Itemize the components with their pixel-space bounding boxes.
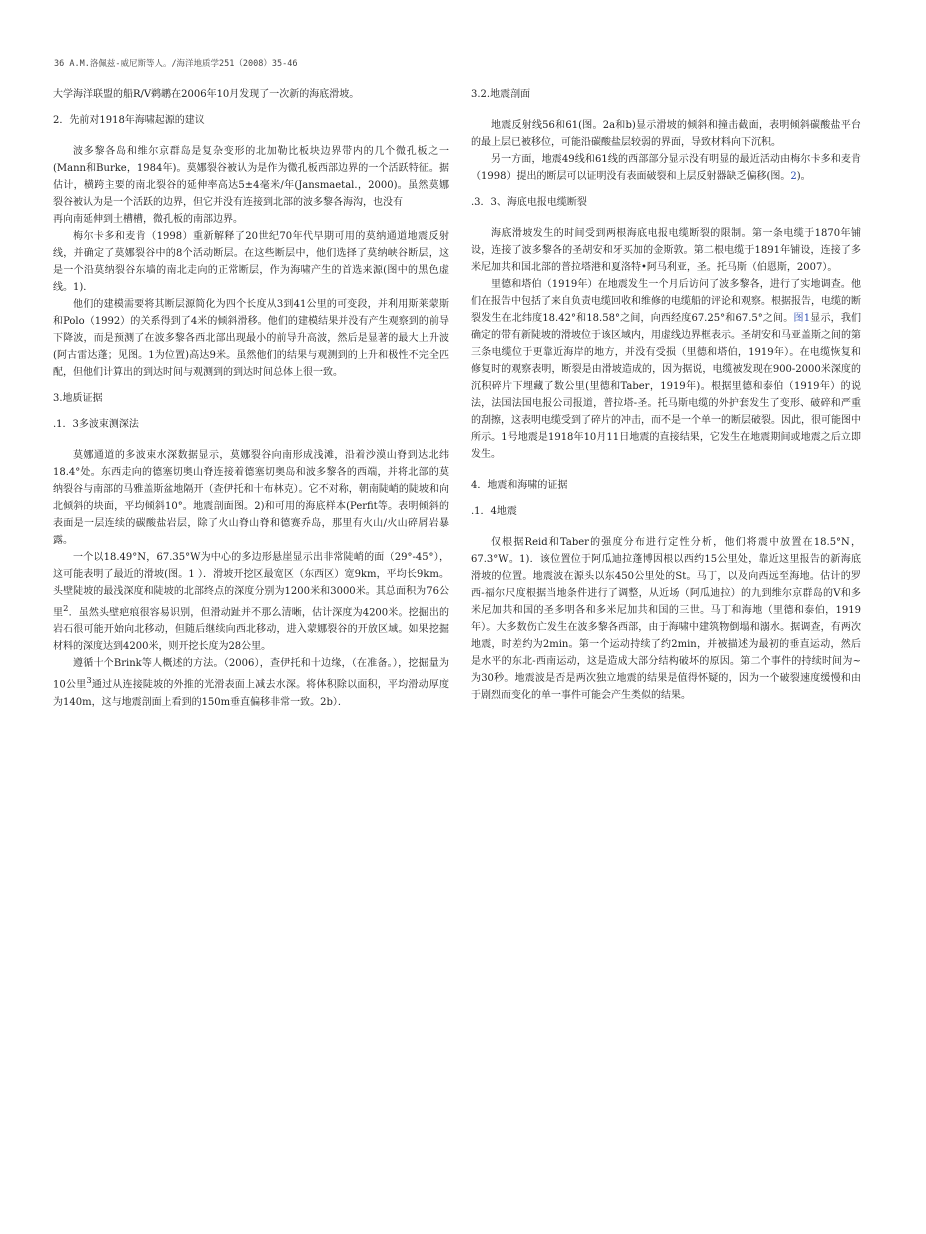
subsection-heading: .3．3、海底电报电缆断裂 xyxy=(471,197,587,208)
section-heading: 4．地震和海啸的证据 xyxy=(471,480,568,491)
text-run: 另一方面，地震49线和61线的西部部分显示没有明显的最近活动由梅尔卡多和麦肯（1998）提出的断层可以证明没有表面破裂和上层反射器缺乏偏移(图。 xyxy=(471,154,861,182)
paragraph: 海底滑坡发生的时间受到两根海底电报电缆断裂的限制。第一条电缆于1870年铺设，连接了波多黎各的圣胡安和牙买加的金斯敦。第二根电缆于1891年铺设，连接了多米尼加共和国北部的普拉塔港和夏洛特•阿马利亚，圣。托马斯（伯恩斯，2007）。 xyxy=(471,228,861,273)
figure-link[interactable]: 2 xyxy=(790,171,797,182)
paragraph: 地震反射线56和61(图。2a和b)显示滑坡的倾斜和撞击截面，表明倾斜碳酸盐平台的最上层已被移位，可能沿碳酸盐层较弱的界面，导致材料向下沉积。 xyxy=(471,120,861,148)
subsection-heading: .1．4地震 xyxy=(471,506,517,517)
left-column xyxy=(53,86,449,711)
paragraph xyxy=(53,655,449,710)
text-run: 显示，我们确定的带有新陡坡的滑坡位于该区域内，用虚线边界框表示。圣胡安和马亚盖斯之间的第三条电缆位于更靠近海岸的地方，并没有受损（里德和塔伯，1919年）。在电缆恢复和修复时的观察表明，断裂是由滑坡造成的，因为据说，电缆被发现在900-2000米深度的沉积碎片下埋藏了数公里(里德和Taber，1919年)。根据里德和泰伯（1919年）的说法，法国法国电报公司报道，普拉塔-圣。托马斯电缆的外护套发生了变形、破碎和严重的刮擦，这表明电缆受到了碎片的冲击，而不是一个单一的断层破裂。因此，很可能图中所示。1号地震是1918年10月11日地震的直接结果，它发生在地震期间或地震之后立即发生。 xyxy=(471,313,862,460)
section-heading: 2．先前对1918年海啸起源的建议 xyxy=(53,115,205,126)
text-run: 里德和塔伯（1919年）在地震发生一个月后访问了波多黎各，进行了实地调查。他们在报告中包括了来自负责电缆回收和维修的电缆船的评论和观察。根据报告，电缆的断裂发生在北纬度18.42°和18.58°之间，向西经度67.25°和67.5°之间。 xyxy=(471,279,861,324)
text-run: 遵循十个Brink等人概述的方法。（2006），查伊托和十边缘，（在准备。），挖掘量为10公里 xyxy=(53,658,449,691)
paragraph: 大学海洋联盟的船R/V鹈鹕在2006年10月发现了一次新的海底滑坡。 xyxy=(53,89,360,100)
paragraph xyxy=(53,549,449,655)
paragraph xyxy=(471,276,861,463)
paragraph: 梅尔卡多和麦肯（1998）重新解释了20世纪70年代早期可用的莫纳通道地震反射线，并确定了莫娜裂谷中的8个活动断层。在这些断层中，他们选择了莫纳峡谷断层，这是一个沿莫纳裂谷东墙的南北走向的正常断层，作为海啸产生的首选来源(图中的黑色虚线。1)． xyxy=(53,231,449,293)
text-run: )。 xyxy=(796,171,811,182)
paragraph: 仅根据Reid和Taber的强度分布进行定性分析，他们将震中放置在18.5°N，67.3°W。1)．该位置位于阿瓜迪拉蓬博因根以西约15公里处，靠近这里报告的新海底滑坡的位置。地震波在源头以东450公里处的St。马丁，以及向西远至海地。估计的罗西-福尔尺度根据当地条件进行了调整，从近场（阿瓜迪拉）的九到维尔京群岛的V和多米尼加共和国的圣多明各和多米尼加共和国的三世。马丁和海地（里德和泰伯，1919年）。大多数伤亡发生在波多黎各西部，由于海啸中建筑物倒塌和溺水。据调查，有两次地震，时差约为2min。第一个运动持续了约2min，并被描述为最初的垂直运动，然后是水平的东北-西南运动，这是造成大部分结构破坏的原因。第二个事件的持续时间为~为30秒。地震波是否是两次独立地震的结果是值得怀疑的，因为一个破裂速度缓慢和由于剧烈而变化的单一事件可能会产生类似的结果。 xyxy=(471,537,861,701)
paragraph: 波多黎各岛和维尔京群岛是复杂变形的北加勒比板块边界带内的几个微孔板之一(Mann和Burke，1984年)。莫娜裂谷被认为是作为微孔板西部边界的一个活跃特征。据估计，横跨主要的南北裂谷的延伸率高达5±4毫米/年(Jansmaetal.，2000)。虽然莫娜裂谷被认为是一个活跃的边界，但它并没有连接到北部的波多黎各海沟，也没有 xyxy=(53,146,449,208)
paragraph xyxy=(471,151,861,185)
text-run: ．虽然头壁疤痕很容易识别，但滑动趾并不那么清晰，估计深度为4200米。挖掘出的岩石很可能开始向北移动，但随后继续向西北移动，进入蒙娜裂谷的开放区域。如果挖掘材料的深度达到4200米，则开挖长度为28公里。 xyxy=(53,607,450,653)
section-heading: 3.地质证据 xyxy=(53,393,103,404)
right-column xyxy=(471,86,861,704)
superscript: 3 xyxy=(86,675,92,686)
figure-link[interactable]: 图1 xyxy=(793,313,811,324)
paragraph: 他们的建模需要将其断层源简化为四个长度从3到41公里的可变段，并利用斯莱蒙斯和Polo（1992）的关系得到了4米的倾斜滑移。他们的建模结果并没有产生观察到的前导下降波，而是预测了在波多黎各西北部出现最小的前导升高波，然后是显著的最大上升波(阿古雷达蓬；见图。1为位置)高达9米。虽然他们的结果与观测到的上升和极性不完全匹配，但他们计算出的到达时间与观测到的到达时间总体上很一致。 xyxy=(53,299,449,378)
running-head: 36 A.M.洛佩兹-威尼斯等人。/海洋地质学251（2008）35-46 xyxy=(54,59,298,69)
subsection-heading: 3.2.地震剖面 xyxy=(471,89,531,100)
superscript: 2 xyxy=(63,603,69,613)
text-run: 一个以18.49°N，67.35°W为中心的多边形悬崖显示出非常陡峭的面（29°-45°），这可能表明了最近的滑坡(图。1 ）．滑坡开挖区最宽区（东西区）宽9km，平均长9km。头壁陡坡的最浅深度和陡坡的北部终点的深度分别为1200米和3000米。其总面积为76公里 xyxy=(53,552,449,619)
text-run: 通过从连接陡坡的外推的光滑表面上减去水深。将体积除以面积，平均滑动厚度为140m，这与地震剖面上看到的150m垂直偏移非常一致。2b）． xyxy=(53,679,449,708)
paragraph: 莫娜通道的多波束水深数据显示，莫娜裂谷向南形成浅滩，沿着沙漠山脊到达北纬18.4°处。东西走向的德塞切奥山脊连接着德塞切奥岛和波多黎各的西端，并将北部的莫纳裂谷与南部的马雅盖斯盆地隔开（查伊托和十布林克）。它不对称，朝南陡峭的陡坡和向北倾斜的块面，平均倾斜10°。地震剖面图。2)和可用的海底样本(Perfit等。表明倾斜的表面是一层连续的碳酸盐岩层，除了火山脊山脊和德赛乔岛，那里有火山/火山碎屑岩暴露。 xyxy=(53,450,449,546)
subsection-heading: .1．3多波束测深法 xyxy=(53,419,139,430)
paragraph: 再向南延伸到土槽槽，微孔板的南部边界。 xyxy=(53,214,243,225)
